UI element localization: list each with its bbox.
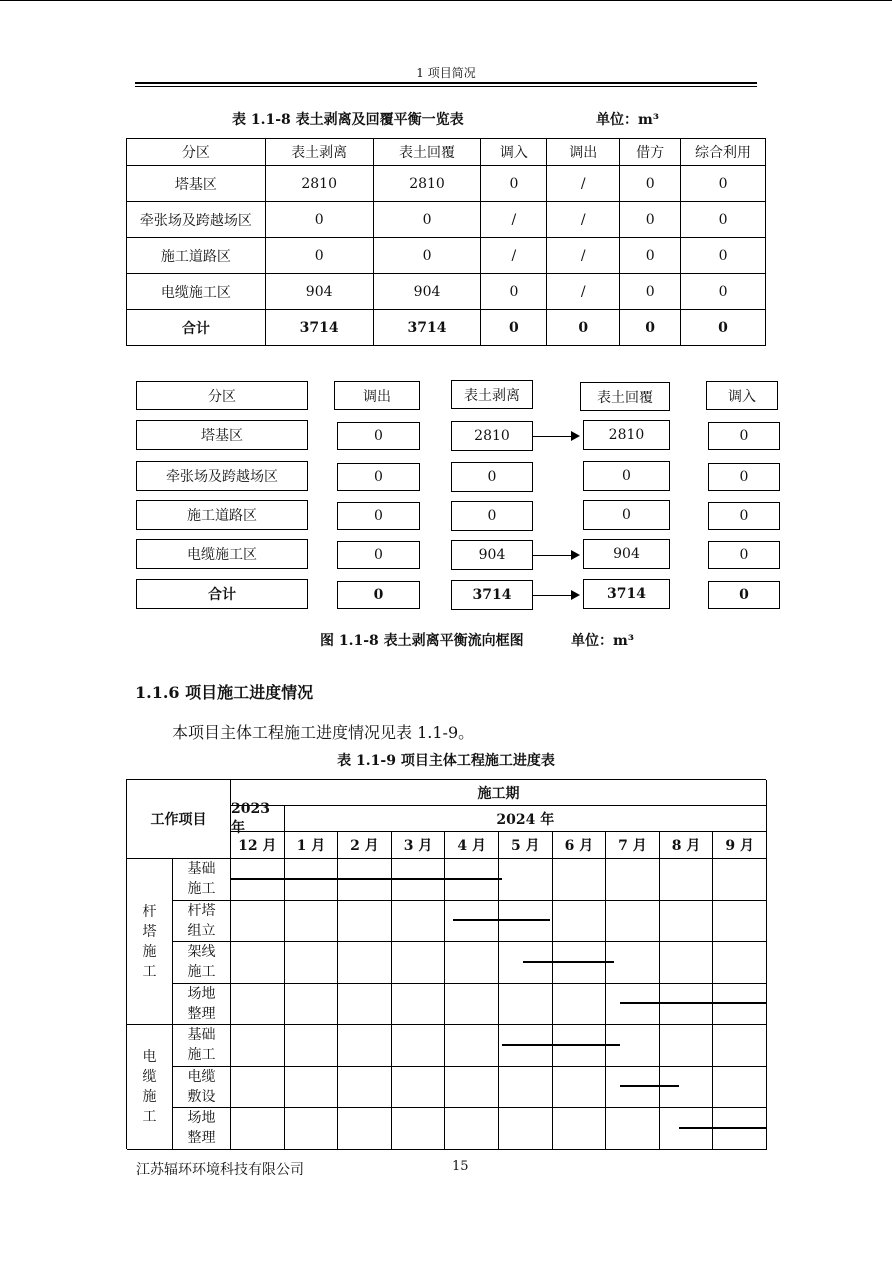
schedule-grid-cell xyxy=(553,1025,607,1067)
schedule-grid-cell xyxy=(713,901,767,943)
schedule-grid-cell xyxy=(285,984,339,1026)
table1-caption: 表 1.1-8 表土剥离及回覆平衡一览表 xyxy=(232,112,464,128)
schedule-year-2024: 2024 年 xyxy=(285,806,767,832)
schedule-grid-cell xyxy=(553,859,607,901)
schedule-month-header: 9 月 xyxy=(713,832,767,859)
table-cell: 0 xyxy=(265,238,373,274)
column-header: 表土回覆 xyxy=(373,139,481,166)
schedule-task-label: 基础 施工 xyxy=(173,1025,231,1067)
schedule-task-label: 杆塔 组立 xyxy=(173,901,231,943)
figure-unit: 单位：m³ xyxy=(571,633,634,649)
flow-strip-box: 2810 xyxy=(451,421,533,451)
flow-header-in: 调入 xyxy=(706,381,778,410)
table1-unit: 单位：m³ xyxy=(596,112,659,128)
schedule-table xyxy=(126,779,766,1149)
schedule-grid-cell xyxy=(445,984,499,1026)
column-header: 调出 xyxy=(547,139,620,166)
flow-zone-box: 施工道路区 xyxy=(136,500,308,530)
flow-zone-box: 塔基区 xyxy=(136,420,308,450)
table-cell: / xyxy=(547,166,620,202)
table-cell: 0 xyxy=(547,310,620,346)
flow-strip-box: 0 xyxy=(451,501,533,531)
flow-header-out: 调出 xyxy=(334,381,420,410)
schedule-grid-cell xyxy=(606,1067,660,1109)
schedule-grid-cell xyxy=(660,859,714,901)
schedule-grid-cell xyxy=(445,1067,499,1109)
figure-caption: 图 1.1-8 表土剥离平衡流向框图 xyxy=(320,633,524,649)
schedule-grid-cell xyxy=(660,942,714,984)
schedule-grid-cell xyxy=(338,859,392,901)
table-cell: 0 xyxy=(681,310,766,346)
schedule-month-header: 6 月 xyxy=(553,832,607,859)
schedule-grid-cell xyxy=(606,901,660,943)
schedule-grid-cell xyxy=(231,1025,285,1067)
schedule-grid-cell xyxy=(231,942,285,984)
schedule-grid-cell xyxy=(231,1108,285,1150)
schedule-grid-cell xyxy=(499,984,553,1026)
table-cell: 0 xyxy=(481,274,547,310)
schedule-grid-cell xyxy=(392,942,446,984)
schedule-month-header: 5 月 xyxy=(499,832,553,859)
column-header: 表土剥离 xyxy=(265,139,373,166)
table-cell: 0 xyxy=(681,274,766,310)
schedule-grid-cell xyxy=(499,1067,553,1109)
column-header: 调入 xyxy=(481,139,547,166)
schedule-grid-cell xyxy=(606,859,660,901)
table-cell: 2810 xyxy=(265,166,373,202)
schedule-bar xyxy=(679,1127,767,1129)
schedule-grid-cell xyxy=(606,942,660,984)
table-cell: 2810 xyxy=(373,166,481,202)
flow-out-box: 0 xyxy=(337,581,420,609)
column-header: 分区 xyxy=(127,139,266,166)
schedule-grid-cell xyxy=(285,942,339,984)
schedule-month-header: 3 月 xyxy=(392,832,446,859)
table-cell: 0 xyxy=(265,202,373,238)
flow-strip-box: 904 xyxy=(451,540,533,570)
schedule-grid-cell xyxy=(606,984,660,1026)
schedule-grid-cell xyxy=(285,859,339,901)
schedule-grid-cell xyxy=(231,1067,285,1109)
table-cell: / xyxy=(481,202,547,238)
schedule-grid-cell xyxy=(713,1108,767,1150)
schedule-month-header: 12 月 xyxy=(231,832,285,859)
table-cell: / xyxy=(547,238,620,274)
header-rule-thin xyxy=(135,86,757,87)
schedule-grid-cell xyxy=(338,1067,392,1109)
table-cell: 牵张场及跨越场区 xyxy=(127,202,266,238)
schedule-grid-cell xyxy=(338,1025,392,1067)
schedule-month-header: 4 月 xyxy=(445,832,499,859)
flow-arrow xyxy=(533,555,578,556)
table-cell: 施工道路区 xyxy=(127,238,266,274)
table-cell: 0 xyxy=(620,238,681,274)
table-cell: 0 xyxy=(620,310,681,346)
table-cell: 0 xyxy=(373,202,481,238)
flow-out-box: 0 xyxy=(337,422,420,450)
schedule-grid-cell xyxy=(392,1025,446,1067)
schedule-task-label: 架线 施工 xyxy=(173,942,231,984)
table-row xyxy=(127,166,766,202)
body-paragraph: 本项目主体工程施工进度情况见表 1.1-9。 xyxy=(172,723,475,742)
table-cell: 0 xyxy=(481,166,547,202)
schedule-grid-cell xyxy=(445,942,499,984)
schedule-month-header: 8 月 xyxy=(660,832,714,859)
schedule-bar xyxy=(231,878,502,880)
flow-zone-box: 合计 xyxy=(136,579,308,609)
schedule-grid-cell xyxy=(285,1067,339,1109)
schedule-month-header: 2 月 xyxy=(338,832,392,859)
flow-arrow xyxy=(533,595,578,596)
flow-strip-box: 0 xyxy=(451,462,533,492)
schedule-grid-cell xyxy=(338,1108,392,1150)
schedule-grid-cell xyxy=(713,859,767,901)
table-row xyxy=(127,238,766,274)
table-row xyxy=(127,274,766,310)
schedule-grid-cell xyxy=(392,1067,446,1109)
table-cell: 0 xyxy=(620,166,681,202)
schedule-grid-cell xyxy=(660,984,714,1026)
flow-cover-box: 0 xyxy=(583,461,670,491)
flow-header-zone: 分区 xyxy=(136,381,308,410)
top-border xyxy=(0,0,892,1)
schedule-grid-cell xyxy=(713,1067,767,1109)
flow-in-box: 0 xyxy=(708,463,780,491)
table-cell: / xyxy=(547,202,620,238)
table-cell: 0 xyxy=(681,166,766,202)
footer-company: 江苏辐环环境科技有限公司 xyxy=(136,1162,304,1178)
schedule-month-header: 1 月 xyxy=(285,832,339,859)
schedule-grid-cell xyxy=(660,1067,714,1109)
flow-arrow xyxy=(533,436,578,437)
schedule-col-header: 工作项目 xyxy=(127,780,231,859)
schedule-group-label: 电 缆 施 工 xyxy=(127,1025,173,1150)
page-number: 15 xyxy=(452,1159,469,1174)
schedule-group-label: 杆 塔 施 工 xyxy=(127,859,173,1025)
table-header-row xyxy=(127,139,766,166)
flow-out-box: 0 xyxy=(337,541,420,569)
section-heading: 1.1.6 项目施工进度情况 xyxy=(135,683,314,702)
table-cell: 0 xyxy=(620,202,681,238)
table-cell: 0 xyxy=(681,238,766,274)
flow-cover-box: 904 xyxy=(583,539,670,569)
schedule-grid-cell xyxy=(231,901,285,943)
table-cell: 0 xyxy=(620,274,681,310)
schedule-grid-cell xyxy=(553,901,607,943)
schedule-grid-cell xyxy=(285,901,339,943)
schedule-grid-cell xyxy=(606,1025,660,1067)
schedule-grid-cell xyxy=(660,1025,714,1067)
schedule-grid-cell xyxy=(499,859,553,901)
schedule-period-header: 施工期 xyxy=(231,780,767,806)
column-header: 借方 xyxy=(620,139,681,166)
schedule-grid-cell xyxy=(660,901,714,943)
table-row xyxy=(127,202,766,238)
flow-zone-box: 牵张场及跨越场区 xyxy=(136,461,308,491)
schedule-grid-cell xyxy=(553,984,607,1026)
flow-in-box: 0 xyxy=(708,422,780,450)
table-cell: 合计 xyxy=(127,310,266,346)
schedule-grid-cell xyxy=(499,901,553,943)
table-cell: / xyxy=(547,274,620,310)
schedule-task-label: 基础 施工 xyxy=(173,859,231,901)
schedule-grid-cell xyxy=(392,984,446,1026)
topsoil-balance-table xyxy=(126,138,766,346)
schedule-grid-cell xyxy=(445,859,499,901)
table-total-row xyxy=(127,310,766,346)
flow-cover-box: 3714 xyxy=(583,579,670,609)
flow-out-box: 0 xyxy=(337,502,420,530)
schedule-year-2023: 2023 年 xyxy=(231,806,285,832)
schedule-task-label: 场地 整理 xyxy=(173,1108,231,1150)
schedule-bar xyxy=(620,1002,767,1004)
table-cell: 0 xyxy=(481,310,547,346)
running-header: 1 项目简况 xyxy=(416,66,476,80)
schedule-grid-cell xyxy=(231,984,285,1026)
schedule-grid-cell xyxy=(553,1067,607,1109)
schedule-grid-cell xyxy=(338,901,392,943)
schedule-grid-cell xyxy=(392,1108,446,1150)
schedule-grid-cell xyxy=(553,1108,607,1150)
schedule-grid-cell xyxy=(553,942,607,984)
schedule-grid-cell xyxy=(713,984,767,1026)
flow-in-box: 0 xyxy=(708,502,780,530)
schedule-grid-cell xyxy=(392,901,446,943)
schedule-grid-cell xyxy=(338,984,392,1026)
table-cell: 0 xyxy=(681,202,766,238)
schedule-bar xyxy=(523,961,614,963)
table-cell: 904 xyxy=(373,274,481,310)
flow-in-box: 0 xyxy=(708,541,780,569)
table-cell: / xyxy=(481,238,547,274)
table-cell: 3714 xyxy=(373,310,481,346)
schedule-grid-cell xyxy=(499,942,553,984)
schedule-grid-cell xyxy=(392,859,446,901)
schedule-bar xyxy=(502,1044,620,1046)
table-cell: 电缆施工区 xyxy=(127,274,266,310)
schedule-month-header: 7 月 xyxy=(606,832,660,859)
schedule-grid-cell xyxy=(499,1108,553,1150)
schedule-bar xyxy=(453,919,549,921)
schedule-task-label: 电缆 敷设 xyxy=(173,1067,231,1109)
flow-out-box: 0 xyxy=(337,463,420,491)
schedule-grid-cell xyxy=(713,942,767,984)
schedule-grid-cell xyxy=(231,859,285,901)
table-cell: 塔基区 xyxy=(127,166,266,202)
flow-in-box: 0 xyxy=(708,581,780,609)
table2-caption: 表 1.1-9 项目主体工程施工进度表 xyxy=(337,753,555,769)
table-cell: 904 xyxy=(265,274,373,310)
header-rule-thick xyxy=(135,82,757,84)
schedule-grid-cell xyxy=(660,1108,714,1150)
column-header: 综合利用 xyxy=(681,139,766,166)
schedule-grid-cell xyxy=(285,1108,339,1150)
schedule-grid-cell xyxy=(445,901,499,943)
schedule-grid-cell xyxy=(606,1108,660,1150)
flow-cover-box: 0 xyxy=(583,500,670,530)
table-cell: 0 xyxy=(373,238,481,274)
schedule-grid-cell xyxy=(445,1025,499,1067)
schedule-task-label: 场地 整理 xyxy=(173,984,231,1026)
flow-cover-box: 2810 xyxy=(583,420,670,450)
schedule-grid-cell xyxy=(445,1108,499,1150)
flow-strip-box: 3714 xyxy=(451,580,533,610)
schedule-grid-cell xyxy=(499,1025,553,1067)
flow-zone-box: 电缆施工区 xyxy=(136,539,308,569)
flow-header-cover: 表土回覆 xyxy=(580,382,670,411)
schedule-bar xyxy=(620,1085,679,1087)
table-cell: 3714 xyxy=(265,310,373,346)
flow-header-strip: 表土剥离 xyxy=(451,380,533,409)
schedule-grid-cell xyxy=(713,1025,767,1067)
schedule-grid-cell xyxy=(285,1025,339,1067)
schedule-grid-cell xyxy=(338,942,392,984)
